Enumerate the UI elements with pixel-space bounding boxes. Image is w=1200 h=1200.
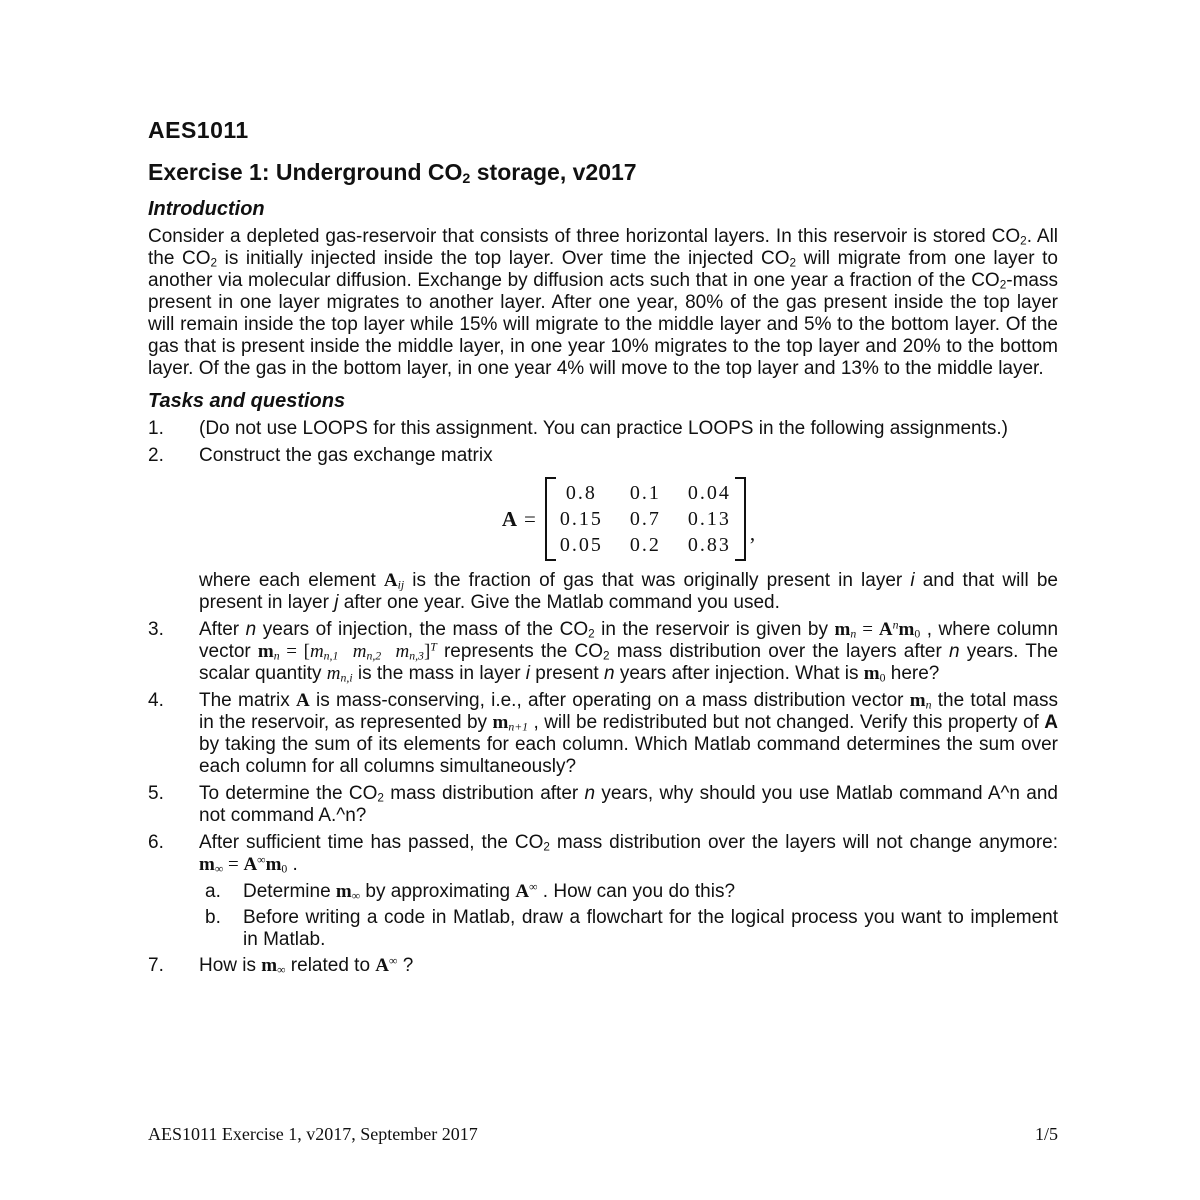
task-item-7: [148, 955, 1058, 977]
document-content: [148, 117, 1058, 982]
task-body: After sufficient time has passed, the $CO_2$ mass distribution over the layers will not change anymore: $m_\infty = A^\infty m_0$ .: [199, 832, 1058, 876]
task-body: (Do not use LOOPS for this assignment. You can practice LOOPS in the following assignments.): [199, 418, 1008, 439]
subtask-label: a.: [205, 881, 221, 902]
subtask-body: Determine $m_\infty$ by approximating A∞ . How can you do this?: [243, 880, 736, 903]
task-body: After n years of injection, the mass of the $CO_2$ in the reservoir is given by $m_n = A^nm_0$ , where column vector $m_n = [m_{n,1}$ $m_{n,2}$ $m_{n,3}]^T$ represents the $CO_2$ mass distribution over the layers after n years. The scalar quantity $m_{n,i}$ is the mass in layer i present n years after injection. What is $m_0$ here?: [199, 618, 1059, 685]
task-item-5: [148, 783, 1058, 827]
subtask-b: [205, 907, 1058, 951]
gas-exchange-matrix: [199, 477, 1058, 561]
matrix-values-grid: 0.8 0.1 0.04 0.15 0.7 0.13 0.05 0.2 0.83: [559, 482, 731, 556]
task-number: 6.: [148, 832, 164, 853]
footer-page-number: 1/5: [1034, 1124, 1058, 1144]
task-body: To determine the $CO_2$ mass distribution after n years, why should you use Matlab command A^n and not command A.^n?: [199, 783, 1058, 826]
matrix-trailing-comma: ,: [749, 521, 756, 545]
subtask-a: [205, 881, 1058, 903]
task-body: The matrix A is mass-conserving, i.e., after operating on a mass distribution vector $m_n$ the total mass in the reservoir, as represented by $m_{n+1}$ , will be redistributed but not changed. Verify this property of A by taking the sum of its elements for each column. Which Matlab command determines the sum over each column for all columns simultaneously?: [199, 690, 1059, 777]
task-number: 1.: [148, 418, 164, 439]
task-item-3: [148, 619, 1058, 685]
course-code-heading: AES1011: [148, 117, 249, 143]
task-number: 4.: [148, 690, 164, 711]
matrix-lhs-symbol: A: [501, 507, 518, 531]
introduction-paragraph: Consider a depleted gas-reservoir that consists of three horizontal layers. In this reservoir is stored $CO_2$. All the $CO_2$ is initially injected inside the top layer. Over time the injected $CO_2$ will migrate from one layer to another via molecular diffusion. Exchange by diffusion acts such that in one year a fraction of the $CO_2$-mass present in one layer migrates to another layer. After one year, 80% of the gas present inside the top layer will remain inside the top layer while 15% will migrate to the middle layer and 5% to the bottom layer. Of the gas that is present inside the middle layer, in one year 10% migrates to the top layer and 20% to the bottom layer. Of the gas in the bottom layer, in one year 4% will move to the top layer and 13% to the middle layer.: [148, 226, 1059, 379]
matrix-equals-sign: =: [524, 507, 536, 531]
task-number: 7.: [148, 955, 164, 976]
footer-document-info: AES1011 Exercise 1, v2017, September 2017: [148, 1124, 478, 1144]
task-number: 3.: [148, 619, 164, 640]
matrix-note-paragraph: where each element $A_{ij}$ is the fraction of gas that was originally present in layer i and that will be present in layer j after one year. Give the Matlab command you used.: [199, 570, 1058, 613]
task-body: [199, 445, 1058, 614]
task-item-4: [148, 690, 1058, 778]
task-number: 2.: [148, 445, 164, 466]
tasks-heading: Tasks and questions: [148, 390, 346, 412]
task-item-1: [148, 418, 1058, 440]
subtask-label: b.: [205, 907, 221, 928]
task-body: How is $m_\infty$ related to A∞ ?: [199, 954, 414, 977]
subtask-body: Before writing a code in Matlab, draw a flowchart for the logical process you want to implement in Matlab.: [243, 907, 1058, 950]
task-item-6: [148, 832, 1058, 876]
task-item-2: [148, 445, 1058, 614]
task-2-text: Construct the gas exchange matrix: [199, 445, 493, 466]
page-footer: [148, 1124, 1058, 1145]
matrix-bracket-box: [545, 477, 746, 561]
task-number: 5.: [148, 783, 164, 804]
introduction-heading: Introduction: [148, 198, 265, 220]
exercise-title: Exercise 1: Underground $CO_2$ storage, v2017: [148, 159, 637, 188]
